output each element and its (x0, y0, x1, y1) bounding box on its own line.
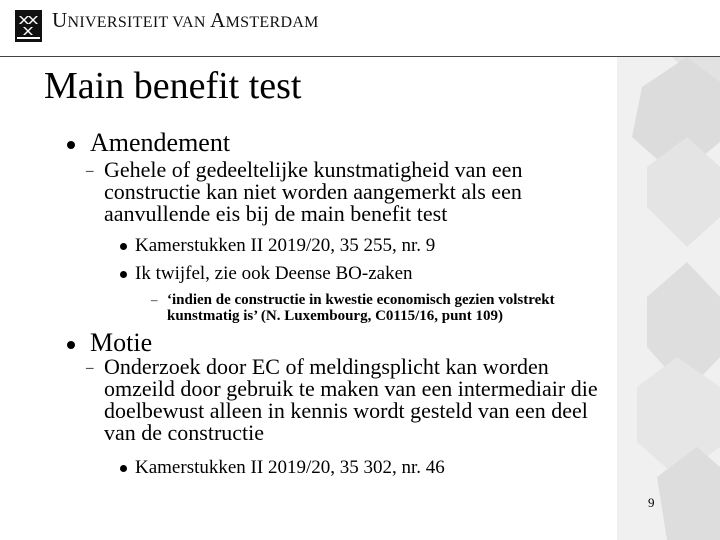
bullet-dot-icon (120, 271, 127, 278)
page-number: 9 (648, 495, 655, 510)
bullet-dot-icon (120, 465, 127, 472)
point-kamerstukken-35302: Kamerstukken II 2019/20, 35 302, nr. 46 (135, 457, 445, 478)
point-deense-bo-zaken: Ik twijfel, zie ook Deense BO-zaken (135, 263, 413, 284)
dash-icon: – (86, 360, 94, 376)
bullet-motie: Motie (90, 328, 153, 357)
bullet-dot-icon (120, 243, 127, 250)
university-name: UNIVERSITEIT VAN AMSTERDAM (52, 8, 319, 32)
bullet-dot-icon (67, 141, 75, 149)
header-divider (0, 56, 720, 57)
point-kamerstukken-35255: Kamerstukken II 2019/20, 35 255, nr. 9 (135, 235, 436, 256)
dash-icon: – (86, 163, 94, 179)
quote-luxembourg: ‘indien de constructie in kwestie economisch gezien volstrekt kunstmatig is’ (N. Luxembourg, C0115/16, punt 109) (167, 292, 555, 324)
bullet-amendement: Amendement (90, 128, 231, 157)
sub-bullet-amendement: Gehele of gedeeltelijke kunstmatigheid van een constructie kan niet worden aangemerkt als een aanvullende eis bij de main benefit test (104, 157, 523, 226)
uva-logo-icon (15, 10, 42, 42)
sub-bullet-motie: Onderzoek door EC of meldingsplicht kan worden omzeild door gebruik te maken van een intermediair die doelbewust alleen in kennis wordt gesteld van een deel van de constructie (104, 354, 598, 445)
dash-icon: – (151, 292, 158, 307)
bullet-dot-icon (67, 341, 75, 349)
slide-title: Main benefit test (44, 65, 302, 107)
decorative-side-panel (617, 57, 720, 540)
